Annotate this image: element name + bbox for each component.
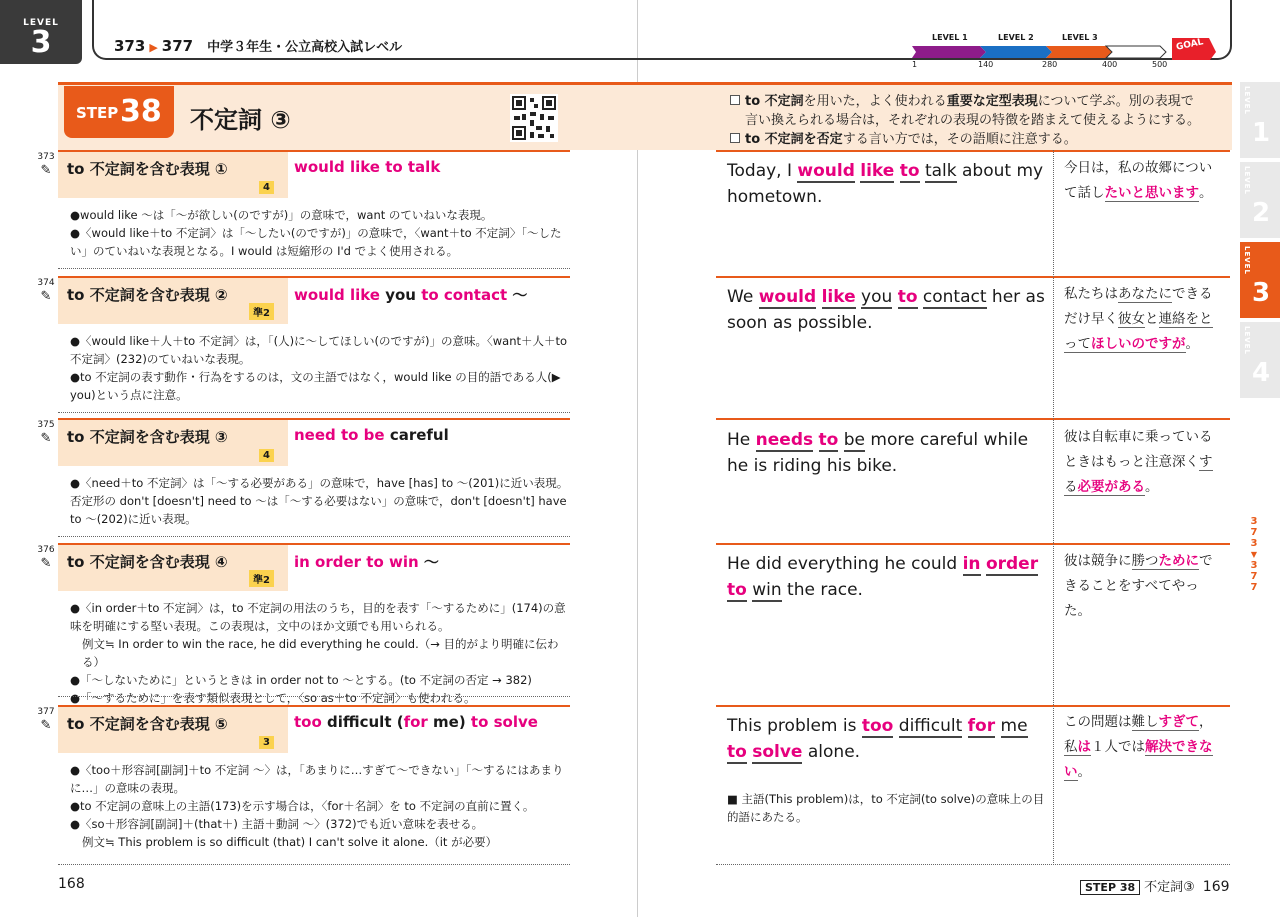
entry-key-expression: would like to talk	[288, 150, 570, 198]
entry-title: to 不定詞を含む表現 ③	[67, 428, 228, 446]
text: careful	[384, 426, 449, 444]
key-word: to	[727, 742, 747, 762]
key-phrase: 解決できない	[1064, 739, 1213, 780]
tab-label: LEVEL	[1243, 166, 1251, 195]
entry-title: to 不定詞を含む表現 ②	[67, 286, 228, 304]
entry-notes	[70, 761, 570, 851]
progress-tick-500: 500	[1152, 60, 1168, 69]
side-range-char: 3	[1250, 538, 1258, 549]
goal-1-bold: 重要な定型表現	[946, 94, 1038, 109]
key-word: to	[818, 430, 839, 450]
range-start: 373	[114, 37, 146, 55]
example-translation-jp	[1064, 549, 1224, 624]
goal-line-3	[730, 128, 1077, 147]
text: できるだけ早く	[1064, 286, 1213, 327]
progress-tick-400: 400	[1102, 60, 1118, 69]
text: 。	[1145, 479, 1159, 495]
entry-separator	[58, 864, 570, 865]
text: 彼は競争に	[1064, 553, 1132, 569]
entry-title-box	[58, 543, 288, 591]
underlined-phrase: 彼女	[1118, 311, 1145, 327]
key-phrase: ために	[1158, 553, 1199, 569]
key-part: to solve	[470, 713, 538, 731]
underlined-word: difficult	[898, 716, 963, 736]
text: 〜	[418, 553, 439, 571]
eiken-level-badge: 準2	[249, 570, 274, 587]
entry-number-376	[36, 545, 56, 571]
underlined-word: be	[843, 430, 865, 450]
entry-number-374	[36, 278, 56, 304]
tab-number: 2	[1252, 198, 1271, 228]
entry-key-expression	[288, 418, 570, 466]
example-separator	[716, 543, 1230, 545]
example-translation-jp	[1064, 282, 1224, 357]
example-sentence-en	[727, 284, 1047, 336]
underlined-phrase: 連絡をとって	[1064, 311, 1213, 352]
key-phrase: たいと思います	[1104, 185, 1199, 201]
tab-number: 3	[1252, 278, 1271, 308]
eiken-level-badge: 4	[259, 449, 274, 462]
example-separator	[716, 276, 1230, 278]
text: １人では	[1091, 739, 1145, 755]
key-word: like	[860, 161, 895, 181]
text: 今日は，私の故郷について話し	[1064, 160, 1213, 201]
text: ，	[1199, 714, 1213, 730]
key-phrase: すぎて	[1158, 714, 1199, 730]
example-translation-jp	[1064, 425, 1224, 500]
entry-notes	[70, 599, 570, 707]
footer-right	[1080, 876, 1230, 895]
text: この問題は	[1064, 714, 1132, 730]
page-number-right: 169	[1202, 879, 1230, 895]
bottom-rule	[716, 864, 1230, 865]
goal-checkbox-1[interactable]	[730, 95, 740, 105]
side-range-char: 3	[1250, 560, 1258, 571]
footer-step-title: 不定詞③	[1144, 880, 1195, 895]
example-sentence-en	[727, 427, 1047, 479]
note-line: ●〈too＋形容詞[副詞]＋to 不定詞 ～〉は，「あまりに…すぎて～できない」「～するにはあまりに…」の意味の表現。	[70, 763, 564, 795]
side-range-char: 7	[1250, 571, 1258, 582]
progress-level1-label: LEVEL 1	[932, 33, 968, 42]
page-number-left: 168	[58, 876, 85, 892]
text: about my hometown.	[727, 161, 1044, 207]
entry-number-375	[36, 420, 56, 446]
note-line: ●would like ～は「～が欲しい(のですが)」の意味で，want のていねいな表現。	[70, 208, 493, 222]
tab-label: LEVEL	[1243, 246, 1251, 275]
entry-number-text: 376	[37, 545, 55, 555]
note-line: ●「～するために」を表す類似表現として，〈so as＋to 不定詞〉も使われる。	[70, 691, 476, 705]
example-sentence-en	[727, 713, 1047, 765]
entry-notes	[70, 474, 570, 528]
entry-title-box	[58, 705, 288, 753]
entry-number-text: 374	[37, 278, 55, 288]
side-entry-range	[1248, 516, 1260, 593]
example-separator	[716, 705, 1230, 707]
key-word: order	[985, 554, 1039, 574]
text: 。	[1077, 764, 1091, 780]
note-line: 例文≒ This problem is so difficult (that) I can't solve it alone.（it が必要）	[82, 835, 498, 849]
goal-3-keyword: to 不定詞	[745, 132, 804, 147]
entry-number-text: 373	[37, 152, 55, 162]
underlined-phrase: 私	[1064, 739, 1078, 755]
text: This problem is	[727, 716, 862, 736]
goal-1-text-a: を用いた，よく使われる	[803, 94, 947, 109]
pencil-check-icon[interactable]: ✎	[40, 163, 52, 178]
entry-number-377	[36, 707, 56, 733]
goal-line-1	[730, 90, 1194, 109]
tab-level-2[interactable]	[1240, 162, 1280, 238]
key-word: needs	[755, 430, 814, 450]
range-end: 377	[161, 37, 194, 55]
entry-range	[114, 36, 402, 55]
key-phrase: は	[1077, 739, 1091, 755]
entry-title-box	[58, 276, 288, 324]
progress-tick-1: 1	[912, 60, 918, 69]
text: He did everything he could	[727, 554, 963, 574]
text: me)	[427, 713, 471, 731]
example-separator	[716, 418, 1230, 420]
key-word: too	[861, 716, 894, 736]
side-range-char: 7	[1250, 582, 1258, 593]
key-word: to	[897, 287, 918, 307]
example-sentence-en	[727, 158, 1047, 210]
progress-level3-label: LEVEL 3	[1062, 33, 1098, 42]
text: more careful while he is riding his bike.	[727, 430, 1029, 476]
eiken-level-badge: 3	[259, 736, 274, 749]
key-part: need to be	[294, 426, 385, 444]
range-description: 中学３年生・公立高校入試レベル	[207, 40, 403, 55]
entry-separator	[58, 536, 570, 537]
step-number: 38	[120, 94, 162, 129]
underlined-word: contact	[922, 287, 987, 307]
key-word: to	[899, 161, 920, 181]
key-part: to contact	[421, 286, 508, 304]
level-progress-bar	[910, 30, 1230, 74]
pencil-check-icon[interactable]: ✎	[40, 431, 52, 446]
note-line: ●〈would like＋to 不定詞〉は「～したい(のですが)」の意味で，〈want＋to 不定詞〉「～したい」のていねいな表現となる。I would は短縮形の I'd でよく使用される。	[70, 226, 562, 258]
eiken-level-badge: 準2	[249, 303, 274, 320]
text: 彼は自転車に乗っているときはもっと注意深く	[1064, 429, 1213, 470]
example-separator	[716, 150, 1230, 152]
key-word: to	[727, 580, 747, 600]
note-line: ●to 不定詞の表す動作・行為をするのは，文の主語ではなく，would like の目的語である人(▶ you)という点に注意。	[70, 370, 561, 402]
pencil-check-icon[interactable]: ✎	[40, 556, 52, 571]
note-line: ●〈so＋形容詞[副詞]＋(that＋) 主語＋動詞 ～〉(372)でも近い意味を表せる。	[70, 817, 484, 831]
entry-title: to 不定詞を含む表現 ④	[67, 553, 228, 571]
entry-key-expression	[288, 543, 570, 591]
tab-label: LEVEL	[1243, 86, 1251, 115]
entry-title-box	[58, 418, 288, 466]
side-range-arrow-icon: ▼	[1250, 550, 1258, 559]
pencil-check-icon[interactable]: ✎	[40, 289, 52, 304]
text: the race.	[781, 580, 863, 600]
text: 。	[1185, 336, 1199, 352]
underlined-word: win	[752, 580, 782, 600]
side-range-char: 7	[1250, 527, 1258, 538]
entry-number-text: 375	[37, 420, 55, 430]
goal-checkbox-2[interactable]	[730, 133, 740, 143]
step-label: STEP	[76, 104, 119, 122]
text: と	[1145, 311, 1159, 327]
key-part: for	[403, 713, 428, 731]
tab-number: 1	[1252, 118, 1271, 148]
entry-separator	[58, 412, 570, 413]
example-translation-jp	[1064, 156, 1224, 206]
key-part: too	[294, 713, 322, 731]
underlined-word: you	[861, 287, 893, 307]
underlined-phrase: 勝つ	[1131, 553, 1159, 569]
pencil-check-icon[interactable]: ✎	[40, 718, 52, 733]
key-word: like	[821, 287, 856, 307]
tab-number: 4	[1252, 358, 1271, 388]
note-line: ●〈need＋to 不定詞〉は「～する必要がある」の意味で，have [has] to ～(201)に近い表現。否定形の don't [doesn't] need to ～は「～する必要はない」の意味で，don't [doesn't] have to ～(202)に近い表現。	[70, 476, 569, 526]
key-part: would like	[294, 286, 380, 304]
underlined-phrase: する	[1064, 454, 1213, 495]
key-phrase: 必要がある	[1077, 479, 1145, 495]
note-line: 例文≒ In order to win the race, he did everything he could.（→ 目的がより明確に伝わる）	[82, 637, 559, 669]
text: her as soon as possible.	[727, 287, 1045, 333]
entry-key-expression	[288, 705, 570, 753]
key-word: solve	[752, 742, 803, 762]
key-word: would	[797, 161, 855, 181]
note-line: ●〈in order＋to 不定詞〉は，to 不定詞の用法のうち，目的を表す「～するために」(174)の意味を明確にする堅い表現。この表現は，文中のほか文頭でも用いられる。	[70, 601, 566, 633]
step-badge	[64, 86, 174, 138]
step-title: 不定詞 ③	[190, 106, 291, 134]
underlined-word: me	[1000, 716, 1028, 736]
goal-3-text: する言い方では，その語順に注意する。	[842, 132, 1077, 147]
text: He	[727, 430, 756, 450]
side-range-char: 3	[1250, 516, 1258, 527]
entry-title: to 不定詞を含む表現 ⑤	[67, 715, 228, 733]
eiken-level-badge: 4	[259, 181, 274, 194]
progress-tick-280: 280	[1042, 60, 1058, 69]
goal-1-text-b: について学ぶ。別の表現で	[1037, 94, 1194, 109]
text	[894, 161, 899, 181]
underlined-word: talk	[924, 161, 957, 181]
text: できることをすべてやった。	[1064, 553, 1213, 619]
tab-level-3[interactable]	[1240, 242, 1280, 318]
range-arrow-icon: ▶	[149, 41, 158, 54]
note-line: ●「～しないために」というときは in order not to ～とする。(to 不定詞の否定 → 382)	[70, 673, 532, 687]
text: We	[727, 287, 759, 307]
entry-number-373	[36, 152, 56, 178]
key-word: in	[962, 554, 981, 574]
key-word: for	[967, 716, 996, 736]
level-badge	[0, 0, 82, 64]
text: alone.	[802, 742, 861, 762]
key-word: would	[758, 287, 817, 307]
entry-title-box	[58, 150, 288, 198]
underlined-phrase: あなたに	[1118, 286, 1172, 302]
key-part: in order to win	[294, 553, 419, 571]
qr-code-icon[interactable]	[510, 94, 558, 142]
goal-3-bold: を否定	[803, 132, 843, 147]
text: 〜	[507, 286, 528, 304]
note-line: ●〈would like＋人＋to 不定詞〉は，「(人)に～してほしい(のですが)」の意味。〈want＋人＋to 不定詞〉(232)のていねいな表現。	[70, 334, 568, 366]
tab-label: LEVEL	[1243, 326, 1251, 355]
tab-level-4[interactable]	[1240, 322, 1280, 398]
example-translation-jp	[1064, 710, 1224, 785]
footer-step-box: STEP 38	[1080, 880, 1140, 895]
column-divider	[1053, 150, 1054, 865]
progress-level2-label: LEVEL 2	[998, 33, 1034, 42]
entry-number-text: 377	[37, 707, 55, 717]
goal-1-keyword: to 不定詞	[745, 94, 804, 109]
text: 私たちは	[1064, 286, 1118, 302]
note-line: ●to 不定詞の意味上の主語(173)を示す場合は，〈for＋名詞〉を to 不定詞の直前に置く。	[70, 799, 535, 813]
text: difficult (	[321, 713, 404, 731]
entry-separator	[58, 268, 570, 269]
entry-key-expression	[288, 276, 570, 324]
underlined-phrase: 難し	[1131, 714, 1159, 730]
goal-line-2: 言い換えられる場合は，それぞれの表現の特徴を踏まえて使えるようにする。	[745, 113, 1201, 128]
tab-level-1[interactable]	[1240, 82, 1280, 158]
example-note: ■ 主語(This problem)は，to 不定詞(to solve)の意味上の目的語にあたる。	[727, 792, 1045, 824]
entry-title: to 不定詞を含む表現 ①	[67, 160, 228, 178]
example-sentence-en	[727, 551, 1047, 603]
text: 。	[1199, 185, 1213, 201]
entry-separator	[58, 696, 570, 697]
level-badge-label: LEVEL	[23, 18, 59, 28]
entry-notes	[70, 206, 570, 260]
progress-tick-140: 140	[978, 60, 994, 69]
text: you	[379, 286, 422, 304]
goal-flag-label: GOAL	[1175, 37, 1205, 53]
entry-notes	[70, 332, 570, 404]
key-phrase: ほしいのですが	[1091, 336, 1186, 352]
text: Today, I	[727, 161, 798, 181]
level-badge-number: 3	[30, 25, 52, 60]
